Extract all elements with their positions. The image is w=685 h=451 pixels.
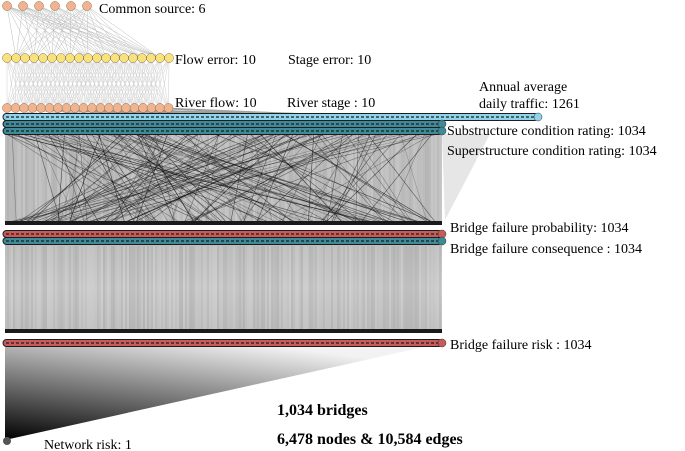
node-common-source — [83, 2, 92, 11]
separator-bar — [5, 329, 442, 333]
label-common-source: Common source: 6 — [99, 2, 206, 17]
node-error — [156, 54, 165, 63]
node-river — [28, 104, 37, 113]
label-failure-probability: Bridge failure probability: 1034 — [450, 221, 629, 236]
node-error — [138, 54, 147, 63]
node-river — [54, 104, 63, 113]
node-error — [111, 54, 120, 63]
node-error — [48, 54, 57, 63]
label-substructure: Substructure condition rating: 1034 — [447, 124, 646, 139]
label-network-risk: Network risk: 1 — [44, 438, 132, 451]
failure-to-risk-edge-band — [5, 245, 442, 330]
label-aadt-line2: daily traffic: 1261 — [479, 97, 580, 112]
node-layer-superstructure-end-node — [438, 127, 446, 135]
label-aadt-line1: Annual average — [479, 80, 568, 95]
label-river-stage: River stage : 10 — [287, 96, 376, 111]
node-common-source — [51, 2, 60, 11]
node-river — [113, 104, 122, 113]
node-river — [45, 104, 54, 113]
separator-bar — [5, 221, 442, 225]
node-error — [66, 54, 75, 63]
node-river — [156, 104, 165, 113]
node-river — [71, 104, 80, 113]
node-error — [165, 54, 174, 63]
node-river — [122, 104, 131, 113]
node-error — [129, 54, 138, 63]
node-river — [105, 104, 114, 113]
summary-bridges: 1,034 bridges — [277, 402, 368, 419]
node-network-risk — [3, 437, 11, 445]
label-superstructure: Superstructure condition rating: 1034 — [447, 144, 657, 159]
node-error — [75, 54, 84, 63]
risk-to-network-fan — [5, 343, 442, 440]
node-common-source — [67, 2, 76, 11]
node-common-source — [3, 2, 12, 11]
node-river — [96, 104, 105, 113]
node-common-source — [19, 2, 28, 11]
node-river — [164, 104, 173, 113]
node-error — [3, 54, 12, 63]
node-error — [21, 54, 30, 63]
node-river — [20, 104, 29, 113]
node-error — [57, 54, 66, 63]
edge-error-to-river — [169, 58, 170, 108]
node-river — [11, 104, 20, 113]
summary-nodes-edges: 6,478 nodes & 10,584 edges — [277, 431, 463, 448]
edge-error-to-river — [67, 58, 98, 108]
node-error — [30, 54, 39, 63]
label-failure-risk: Bridge failure risk : 1034 — [450, 338, 592, 353]
edge-error-to-river — [84, 58, 116, 108]
node-river — [3, 104, 12, 113]
node-common-source — [35, 2, 44, 11]
node-error — [93, 54, 102, 63]
node-error — [120, 54, 129, 63]
label-failure-consequence: Bridge failure consequence : 1034 — [450, 242, 643, 257]
node-layer-failure-consequence-end-node — [438, 237, 446, 245]
node-river — [79, 104, 88, 113]
node-layer-aadt-end-node — [534, 113, 542, 121]
node-river — [62, 104, 71, 113]
node-river — [139, 104, 148, 113]
node-error — [84, 54, 93, 63]
node-error — [102, 54, 111, 63]
node-river — [37, 104, 46, 113]
node-error — [39, 54, 48, 63]
edge-error-to-river — [92, 58, 124, 108]
node-error — [12, 54, 21, 63]
label-stage-error: Stage error: 10 — [288, 53, 372, 68]
edge-source-to-error — [7, 6, 16, 58]
node-river — [147, 104, 156, 113]
label-flow-error: Flow error: 10 — [175, 53, 256, 68]
node-error — [147, 54, 156, 63]
edge-source-to-error — [87, 6, 88, 58]
label-river-flow: River flow: 10 — [175, 96, 257, 111]
node-river — [88, 104, 97, 113]
node-layer-failure-risk-end-node — [438, 339, 446, 347]
node-river — [130, 104, 139, 113]
